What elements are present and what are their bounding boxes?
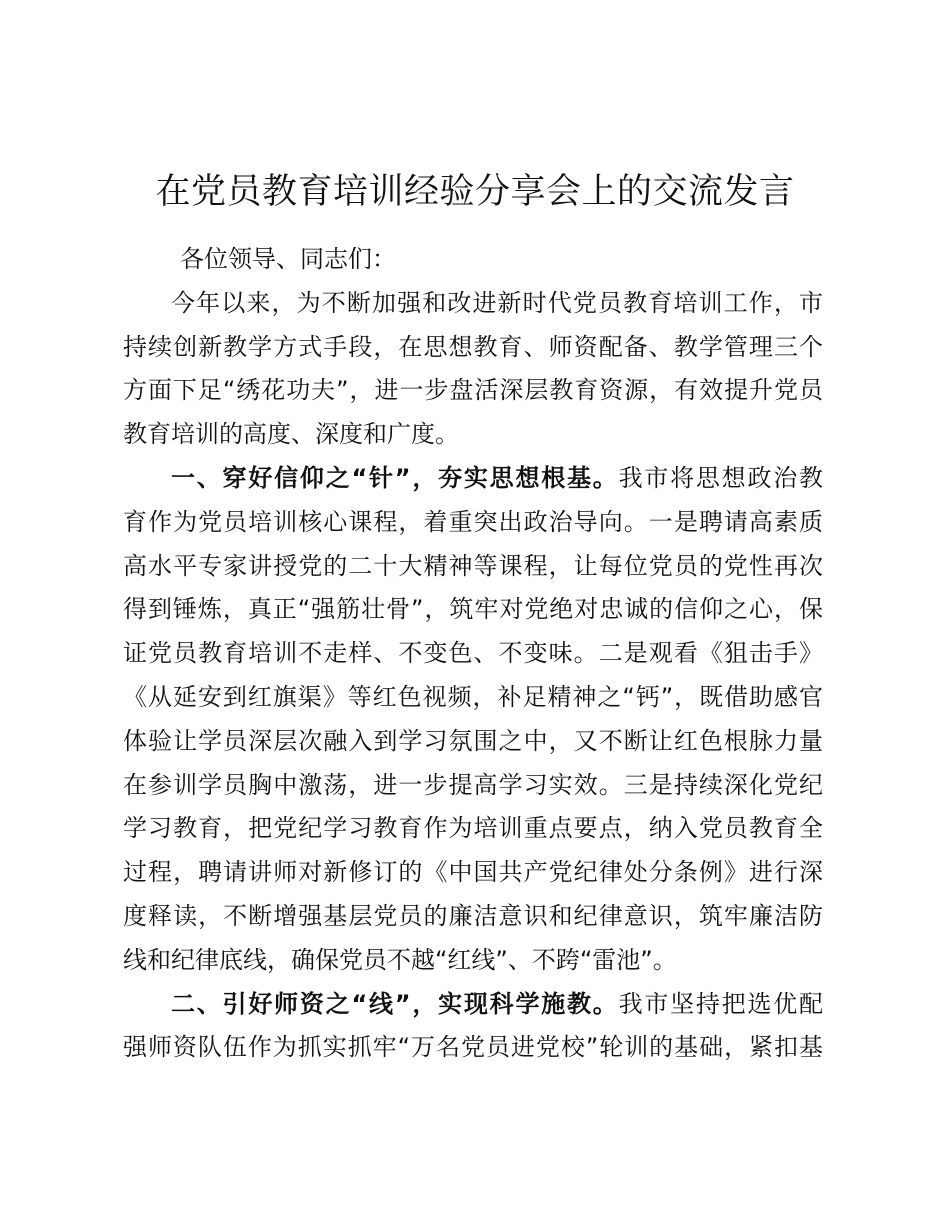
paragraph-line: 在参训学员胸中激荡，进一步提高学习实效。三是持续深化党纪	[123, 770, 823, 799]
paragraph-line: 线和纪律底线，确保党员不越“红线”、不跨“雷池”。	[123, 945, 677, 974]
section-heading: 二、引好师资之“线”，实现科学施教。	[171, 989, 619, 1018]
salutation: 各位领导、同志们：	[180, 245, 396, 273]
section-heading: 一、穿好信仰之“针”，夯实思想根基。	[171, 463, 619, 492]
paragraph-first-line	[123, 983, 823, 1027]
paragraph-line: 方面下足“绣花功夫”，进一步盘活深层教育资源，有效提升党员	[123, 376, 823, 405]
paragraph-line: 今年以来，为不断加强和改进新时代党员教育培训工作，市	[171, 288, 823, 317]
paragraph-text: 我市将思想政治教	[618, 463, 824, 492]
document-body	[123, 238, 823, 1070]
paragraph-line: 教育培训的高度、深度和广度。	[123, 420, 459, 449]
paragraph-line: 证党员教育培训不走样、不变色、不变味。二是观看《狙击手》	[123, 639, 823, 668]
paragraph-text: 我市坚持把选优配	[618, 989, 824, 1018]
paragraph-line: 强师资队伍作为抓实抓牢“万名党员进党校”轮训的基础，紧扣基	[123, 1033, 823, 1062]
paragraph-line: 育作为党员培训核心课程，着重突出政治导向。一是聘请高素质	[123, 507, 823, 536]
paragraph-line: 体验让学员深层次融入到学习氛围之中，又不断让红色根脉力量	[123, 726, 823, 755]
paragraph-line: 过程，聘请讲师对新修订的《中国共产党纪律处分条例》进行深	[123, 858, 823, 887]
paragraph-line: 学习教育，把党纪学习教育作为培训重点要点，纳入党员教育全	[123, 814, 823, 843]
paragraph-line: 《从延安到红旗渠》等红色视频，补足精神之“钙”，既借助感官	[123, 682, 823, 711]
paragraph-line: 持续创新教学方式手段，在思想教育、师资配备、教学管理三个	[123, 332, 823, 361]
paragraph-line: 高水平专家讲授党的二十大精神等课程，让每位党员的党性再次	[123, 551, 823, 580]
paragraph-line: 度释读，不断增强基层党员的廉洁意识和纪律意识，筑牢廉洁防	[123, 901, 823, 930]
paragraph-first-line	[123, 457, 823, 501]
paragraph-line: 得到锤炼，真正“强筋壮骨”，筑牢对党绝对忠诚的信仰之心，保	[123, 595, 823, 624]
document-title: 在党员教育培训经验分享会上的交流发言	[155, 172, 795, 212]
